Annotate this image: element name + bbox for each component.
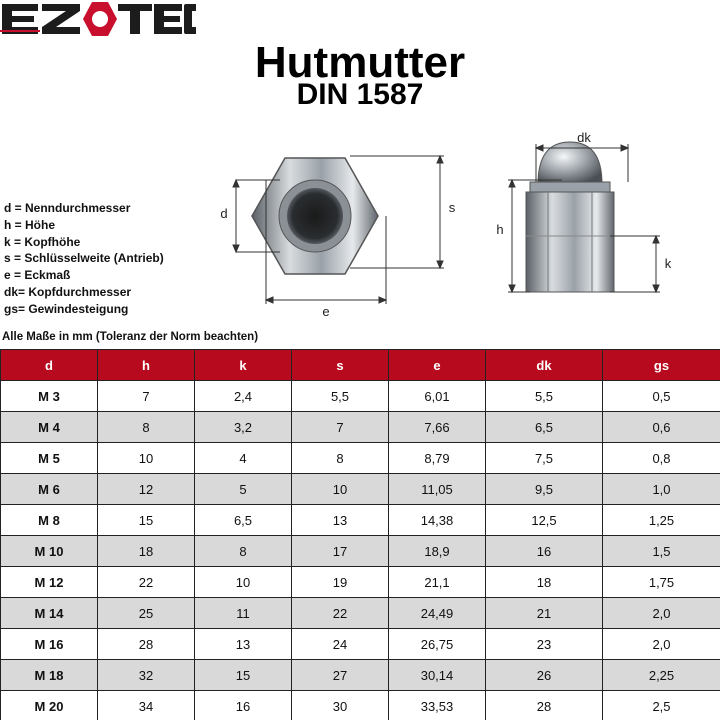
dimension-label-e: e — [322, 304, 330, 319]
table-cell-k: 6,5 — [195, 505, 292, 536]
table-cell-d: M 10 — [1, 536, 98, 567]
table-cell-s: 30 — [292, 691, 389, 720]
table-cell-dk: 12,5 — [486, 505, 603, 536]
table-row — [1, 443, 720, 474]
table-cell-gs: 2,0 — [603, 598, 720, 629]
table-cell-h: 12 — [98, 474, 195, 505]
table-cell-gs: 1,5 — [603, 536, 720, 567]
table-cell-gs: 0,8 — [603, 443, 720, 474]
table-cell-e: 11,05 — [389, 474, 486, 505]
table-cell-h: 34 — [98, 691, 195, 720]
dimension-k — [610, 236, 660, 292]
table-cell-k: 10 — [195, 567, 292, 598]
dimension-legend — [4, 200, 164, 318]
table-cell-gs: 1,25 — [603, 505, 720, 536]
table-row — [1, 567, 720, 598]
table-cell-h: 22 — [98, 567, 195, 598]
legend-item-e: e = Eckmaß — [4, 268, 71, 283]
table-cell-h: 18 — [98, 536, 195, 567]
table-cell-h: 15 — [98, 505, 195, 536]
table-row — [1, 691, 720, 720]
table-cell-dk: 26 — [486, 660, 603, 691]
table-cell-k: 5 — [195, 474, 292, 505]
legend-item-d: d = Nenndurchmesser — [4, 201, 131, 215]
table-cell-h: 28 — [98, 629, 195, 660]
table-cell-h: 7 — [98, 381, 195, 412]
table-cell-h: 8 — [98, 412, 195, 443]
table-cell-d: M 18 — [1, 660, 98, 691]
table-cell-dk: 21 — [486, 598, 603, 629]
table-cell-k: 11 — [195, 598, 292, 629]
table-cell-d: M 6 — [1, 474, 98, 505]
table-cell-e: 21,1 — [389, 567, 486, 598]
table-cell-h: 25 — [98, 598, 195, 629]
nut-front-view — [252, 158, 378, 274]
table-cell-e: 7,66 — [389, 412, 486, 443]
table-cell-h: 32 — [98, 660, 195, 691]
dimension-label-dk: dk — [577, 130, 591, 145]
legend-item-h: h = Höhe — [4, 217, 56, 232]
table-cell-k: 13 — [195, 629, 292, 660]
column-header-dk: dk — [486, 350, 603, 381]
column-header-h: h — [98, 350, 195, 381]
table-note: Alle Maße in mm (Toleranz der Norm beachten) — [2, 331, 259, 343]
table-row — [1, 536, 720, 567]
dimension-label-d: d — [220, 206, 228, 221]
table-cell-s: 13 — [292, 505, 389, 536]
table-cell-dk: 7,5 — [486, 443, 603, 474]
table-cell-s: 27 — [292, 660, 389, 691]
table-body — [1, 381, 720, 720]
table-cell-s: 8 — [292, 443, 389, 474]
legend-item-k: k = Kopfhöhe — [4, 234, 81, 249]
dimension-label-s: s — [448, 200, 456, 215]
table-row — [1, 412, 720, 443]
table-cell-d: M 20 — [1, 691, 98, 720]
legend-item-gs: gs= Gewindesteigung — [4, 301, 129, 316]
table-cell-d: M 5 — [1, 443, 98, 474]
table-cell-e: 30,14 — [389, 660, 486, 691]
table-cell-e: 24,49 — [389, 598, 486, 629]
table-row — [1, 598, 720, 629]
table-cell-d: M 4 — [1, 412, 98, 443]
table-cell-dk: 9,5 — [486, 474, 603, 505]
table-cell-s: 19 — [292, 567, 389, 598]
table-row — [1, 629, 720, 660]
table-cell-k: 2,4 — [195, 381, 292, 412]
table-cell-s: 24 — [292, 629, 389, 660]
table-cell-d: M 14 — [1, 598, 98, 629]
table-cell-dk: 5,5 — [486, 381, 603, 412]
table-cell-k: 3,2 — [195, 412, 292, 443]
table-cell-e: 26,75 — [389, 629, 486, 660]
dimension-table — [0, 349, 720, 720]
column-header-gs: gs — [603, 350, 720, 381]
table-cell-gs: 2,25 — [603, 660, 720, 691]
ezotec-logo — [0, 0, 200, 38]
table-cell-gs: 0,6 — [603, 412, 720, 443]
legend-item-s: s = Schlüsselweite (Antrieb) — [4, 251, 164, 266]
table-row — [1, 381, 720, 412]
table-row — [1, 505, 720, 536]
table-cell-k: 15 — [195, 660, 292, 691]
table-cell-s: 17 — [292, 536, 389, 567]
hex-nut-logo-icon — [83, 2, 117, 36]
page-subtitle: DIN 1587 — [296, 78, 424, 111]
table-cell-dk: 6,5 — [486, 412, 603, 443]
table-cell-s: 7 — [292, 412, 389, 443]
table-cell-d: M 16 — [1, 629, 98, 660]
table-cell-e: 18,9 — [389, 536, 486, 567]
table-cell-k: 8 — [195, 536, 292, 567]
table-cell-s: 5,5 — [292, 381, 389, 412]
table-cell-e: 8,79 — [389, 443, 486, 474]
table-cell-dk: 16 — [486, 536, 603, 567]
column-header-d: d — [1, 350, 98, 381]
table-cell-d: M 12 — [1, 567, 98, 598]
column-header-e: e — [389, 350, 486, 381]
nut-side-view — [526, 142, 614, 292]
table-cell-gs: 2,5 — [603, 691, 720, 720]
table-row — [1, 660, 720, 691]
column-header-s: s — [292, 350, 389, 381]
table-cell-k: 16 — [195, 691, 292, 720]
table-cell-h: 10 — [98, 443, 195, 474]
table-cell-e: 6,01 — [389, 381, 486, 412]
table-cell-e: 33,53 — [389, 691, 486, 720]
page-title: Hutmutter — [254, 38, 466, 87]
table-cell-dk: 18 — [486, 567, 603, 598]
table-cell-s: 22 — [292, 598, 389, 629]
table-cell-d: M 8 — [1, 505, 98, 536]
table-cell-gs: 2,0 — [603, 629, 720, 660]
table-cell-dk: 23 — [486, 629, 603, 660]
table-row — [1, 474, 720, 505]
table-cell-k: 4 — [195, 443, 292, 474]
table-cell-gs: 1,75 — [603, 567, 720, 598]
table-cell-e: 14,38 — [389, 505, 486, 536]
dimension-label-k: k — [664, 256, 672, 271]
table-header-row — [1, 350, 720, 381]
table-cell-gs: 0,5 — [603, 381, 720, 412]
table-cell-gs: 1,0 — [603, 474, 720, 505]
table-cell-s: 10 — [292, 474, 389, 505]
column-header-k: k — [195, 350, 292, 381]
nut-dimension-diagram — [200, 120, 720, 330]
dimension-label-h: h — [496, 222, 504, 237]
table-cell-dk: 28 — [486, 691, 603, 720]
table-cell-d: M 3 — [1, 381, 98, 412]
legend-item-dk: dk= Kopfdurchmesser — [4, 284, 132, 299]
